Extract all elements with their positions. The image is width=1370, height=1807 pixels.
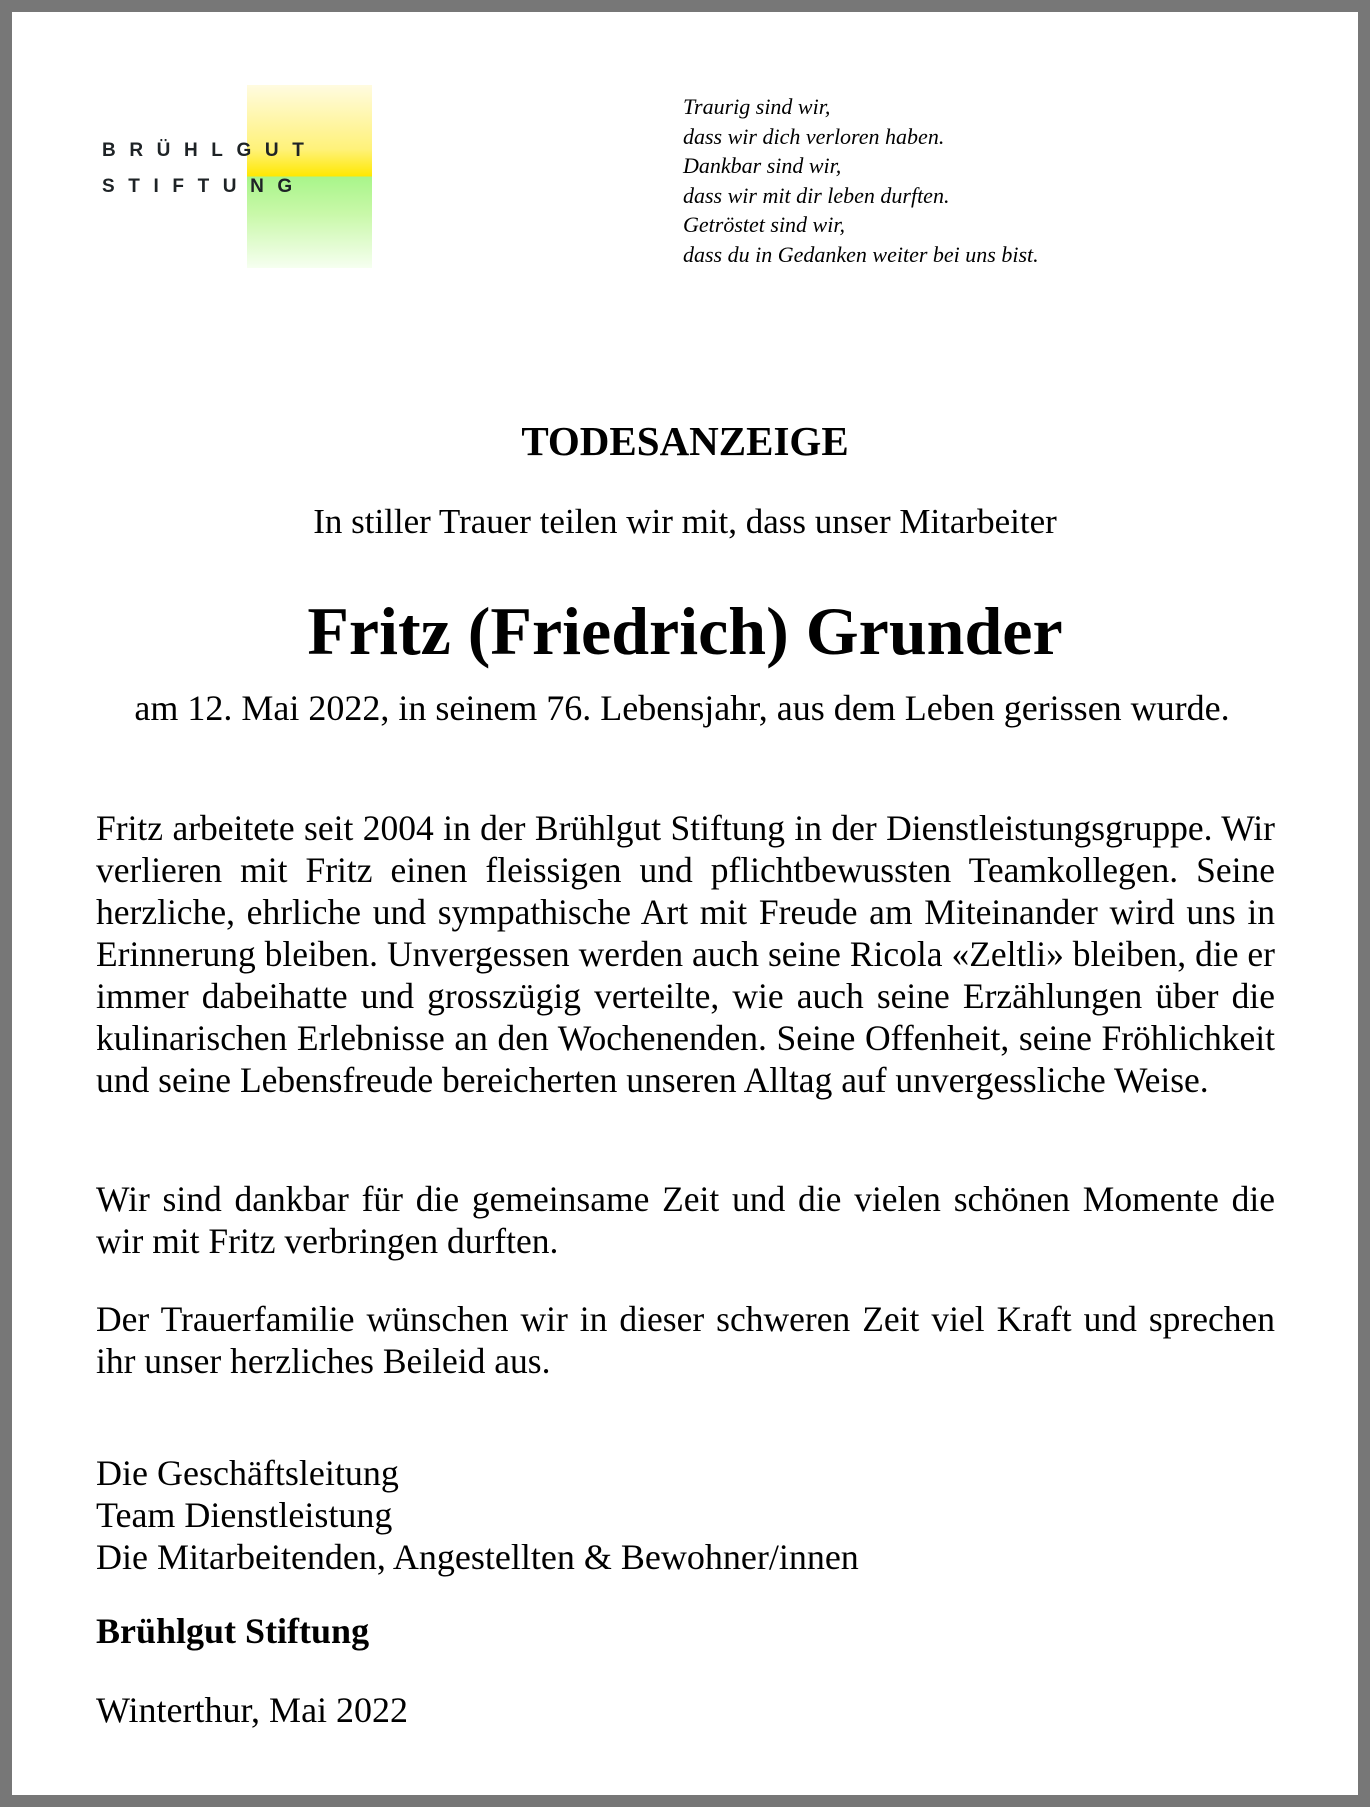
poem-line: dass wir dich verloren haben. bbox=[683, 123, 945, 149]
intro-text: In stiller Trauer teilen wir mit, dass unser Mitarbeiter bbox=[313, 502, 1057, 541]
signature-line: Die Geschäftsleitung bbox=[96, 1453, 399, 1493]
document-page bbox=[12, 12, 1358, 1795]
place-date: Winterthur, Mai 2022 bbox=[96, 1690, 409, 1730]
paragraph-1: Fritz arbeitete seit 2004 in der Brühlgut Stiftung in der Dienstleistungsgruppe. Wir verlieren mit Fritz einen fleissigen und pflichtbewussten Teamkollegen. Seine herzliche, ehrliche und sympathische Art mit Freude am Miteinander wird uns in Erinnerung bleiben. Unvergessen werden auch seine Ricola «Zeltli» bleiben, die er immer dabeihatte und grosszügig verteilte, wie auch seine Erzählungen über die kulinarischen Erlebnisse an den Wochenenden. Seine Offenheit, seine Fröhlichkeit und seine Lebensfreude bereicherten unseren Alltag auf unvergessliche Weise. bbox=[96, 808, 1275, 1100]
poem-line: Getröstet sind wir, bbox=[683, 212, 845, 238]
signatures bbox=[96, 1452, 859, 1578]
poem-line: dass wir mit dir leben durften. bbox=[683, 182, 950, 208]
paragraph-3: Der Trauerfamilie wünschen wir in dieser schweren Zeit viel Kraft und sprechen ihr unser herzliches Beileid aus. bbox=[96, 1299, 1275, 1381]
paragraph-2: Wir sind dankbar für die gemeinsame Zeit und die vielen schönen Momente die wir mit Fritz verbringen durften. bbox=[96, 1179, 1275, 1261]
notice-title: TODESANZEIGE bbox=[521, 418, 849, 464]
poem-line: Dankbar sind wir, bbox=[683, 153, 842, 179]
logo-line-1: BRÜHLGUT bbox=[102, 140, 318, 161]
poem-line: dass du in Gedanken weiter bei uns bist. bbox=[683, 241, 1039, 267]
poem bbox=[683, 92, 1039, 270]
organization-name: Brühlgut Stiftung bbox=[96, 1611, 370, 1651]
signature-line: Team Dienstleistung bbox=[96, 1495, 393, 1535]
bruehlgut-logo bbox=[102, 85, 362, 270]
signature-line: Die Mitarbeitenden, Angestellten & Bewohner/innen bbox=[96, 1537, 859, 1577]
logo-line-2: STIFTUNG bbox=[102, 176, 306, 197]
deceased-name: Fritz (Friedrich) Grunder bbox=[307, 593, 1063, 669]
date-line: am 12. Mai 2022, in seinem 76. Lebensjahr, aus dem Leben gerissen wurde. bbox=[134, 688, 1230, 728]
poem-line: Traurig sind wir, bbox=[683, 94, 831, 119]
